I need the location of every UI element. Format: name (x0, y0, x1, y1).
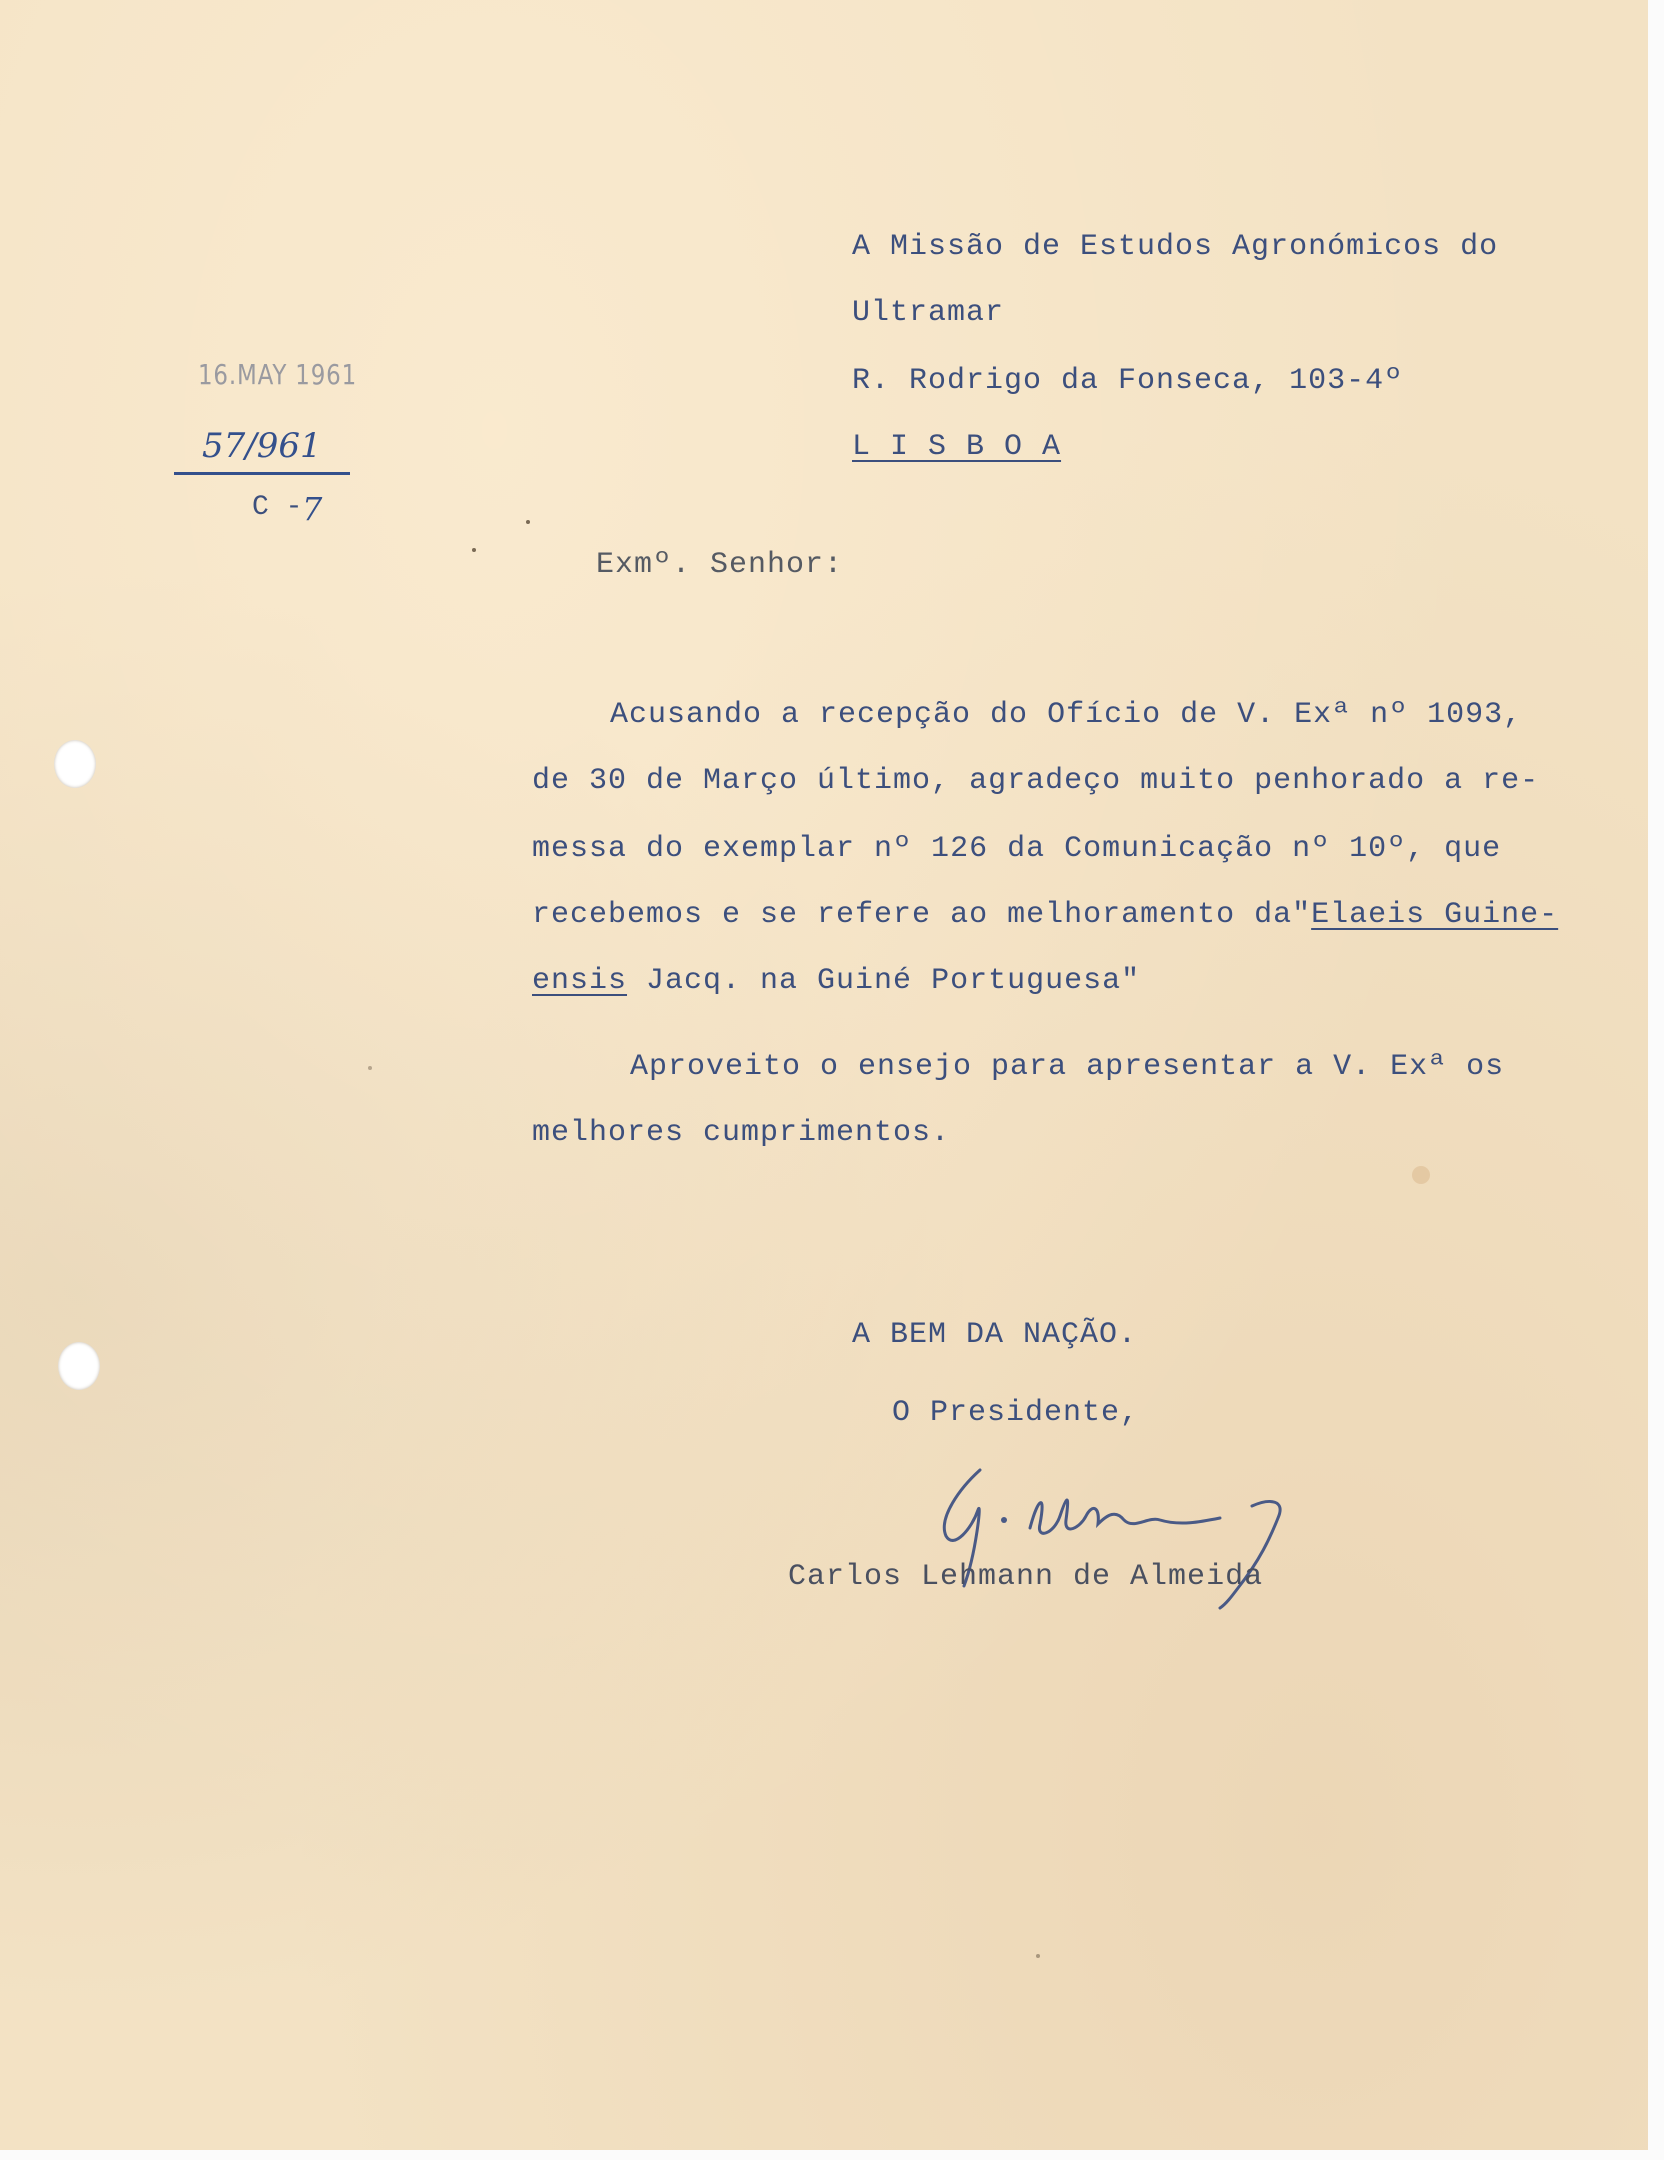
scan-margin-bottom (0, 2150, 1664, 2160)
paper-speck (368, 1066, 372, 1070)
species-name-part-1: Elaeis Guine- (1311, 898, 1559, 932)
addressee-city: L I S B O A (852, 430, 1062, 464)
punch-hole-bottom (58, 1342, 100, 1390)
closing-motto: A BEM DA NAÇÃO. (852, 1318, 1138, 1352)
body-p1-line-2: de 30 de Março último, agradeço muito penhorado a re- (532, 764, 1540, 798)
handwritten-signature (920, 1458, 1360, 1628)
signature-dot (1001, 1517, 1007, 1523)
signature-stroke (1030, 1500, 1220, 1533)
received-date-stamp: 16.MAY 1961 (198, 358, 358, 391)
paper-speck (526, 520, 530, 524)
addressee-line-1: A Missão de Estudos Agronómicos do (852, 230, 1499, 264)
addressee-line-2: Ultramar (852, 296, 1005, 330)
registry-number-text: 57/961 (202, 426, 322, 466)
registry-number (174, 424, 350, 476)
body-p2-line-1: Aproveito o ensejo para apresentar a V. Exª os (630, 1050, 1505, 1084)
paper-speck (472, 548, 476, 552)
signatory-name: Carlos Lehmann de Almeida (788, 1560, 1264, 1594)
registry-class-prefix: C - (252, 492, 303, 523)
registry-underline (174, 472, 350, 475)
scan-margin-right (1648, 0, 1664, 2160)
registry-class-code: 7 (302, 490, 323, 528)
punch-hole-top (54, 740, 96, 788)
closing-title: O Presidente, (892, 1396, 1140, 1430)
body-p1-line-3: messa do exemplar nº 126 da Comunicação nº 10º, que (532, 832, 1502, 866)
paper-speck (1412, 1166, 1430, 1184)
salutation: Exmº. Senhor: (596, 548, 844, 582)
body-p1-line-1: Acusando a recepção do Ofício de V. Exª nº 1093, (610, 698, 1523, 732)
paper-speck (1036, 1954, 1040, 1958)
body-p1-line-4 (532, 898, 1558, 932)
body-p1-line-5 (532, 964, 1140, 998)
body-p1-line-5-text: Jacq. na Guiné Portuguesa" (627, 964, 1141, 998)
species-name-part-2: ensis (532, 964, 628, 998)
body-p1-line-4-text: recebemos e se refere ao melhoramento da" (532, 898, 1312, 932)
registry-class (252, 490, 352, 538)
addressee-line-3: R. Rodrigo da Fonseca, 103-4º (852, 364, 1404, 398)
body-p2-line-2: melhores cumprimentos. (532, 1116, 951, 1150)
